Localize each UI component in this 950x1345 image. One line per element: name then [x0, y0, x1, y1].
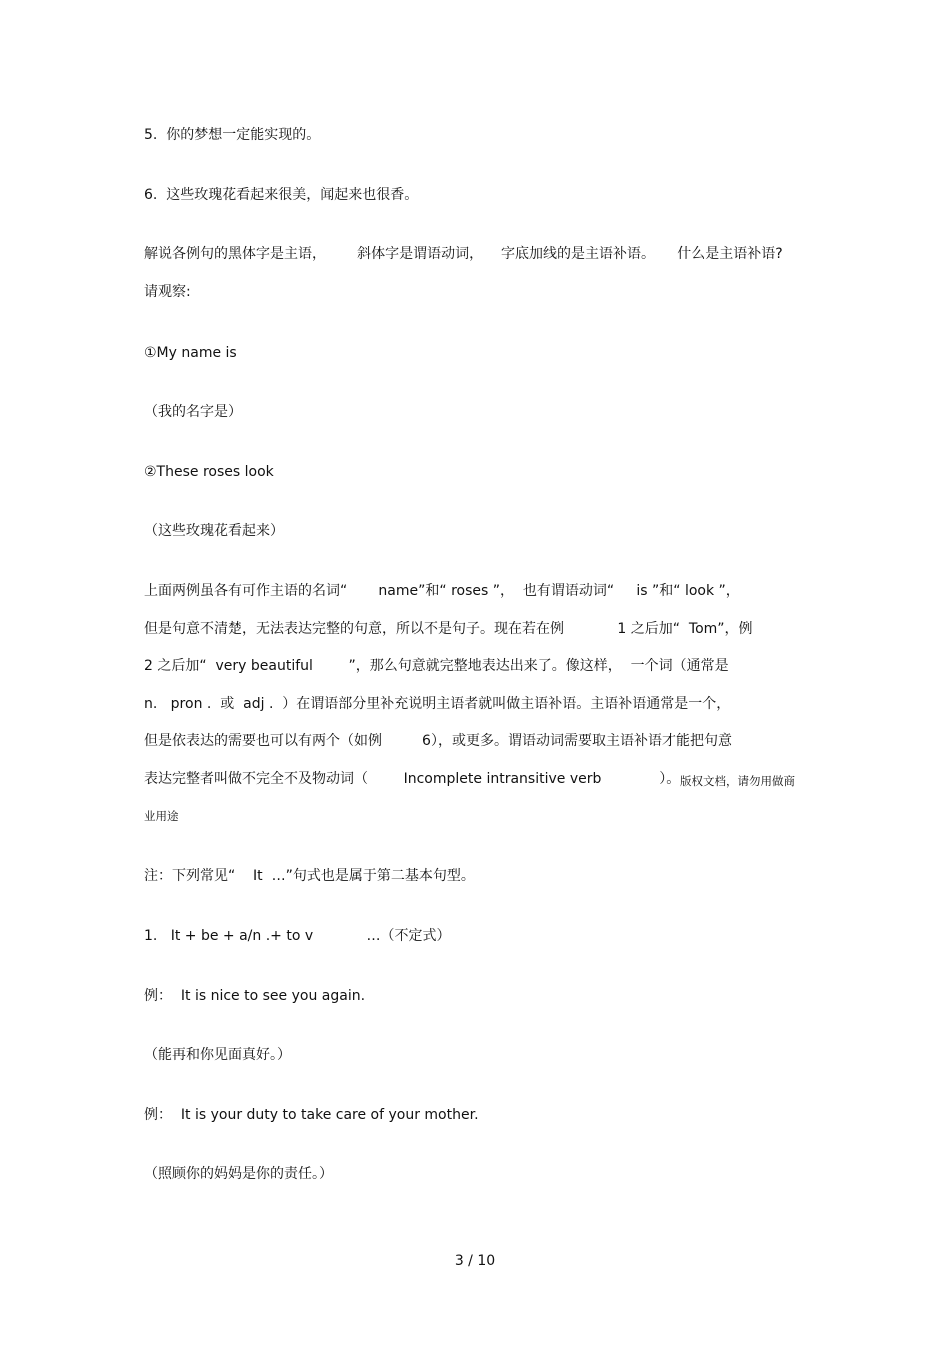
paragraph-line-2: 但是句意不清楚，无法表达完整的句意，所以不是句子。现在若在例 1 之后加“ Tom”，例 [144, 621, 753, 637]
copyright-note-part-1: 版权文档，请勿用做商 [680, 774, 795, 788]
example-sentence-2: 例： It is your duty to take care of your mother. [144, 1107, 479, 1123]
paragraph-line-6: 表达完整者叫做不完全不及物动词（ Incomplete intransitive verb ）。 [144, 771, 681, 787]
observe-example-2-translation: （这些玫瑰花看起来） [144, 523, 284, 539]
example-sentence-1: 例： It is nice to see you again. [144, 988, 366, 1004]
paragraph-line-1: 上面两例虽各有可作主语的名词“ name”和“ roses ”， 也有谓语动词“ is ”和“ look ”， [144, 583, 740, 599]
note-heading: 注：下列常见“ It …”句式也是属于第二基本句型。 [144, 868, 475, 884]
explanation-line-2: 请观察: [144, 284, 191, 300]
example-6: 6. 这些玫瑰花看起来很美，闻起来也很香。 [144, 187, 419, 203]
example-5: 5. 你的梦想一定能实现的。 [144, 127, 321, 143]
page-number: 3 / 10 [454, 1253, 496, 1269]
pattern-1: 1. It + be + a/n .+ to v …（不定式） [144, 928, 451, 944]
copyright-note-part-2: 业用途 [144, 809, 179, 823]
observe-example-2: ②These roses look [144, 464, 274, 480]
explanation-line-1: 解说各例句的黑体字是主语， 斜体字是谓语动词， 字底加线的是主语补语。 什么是主语补语? [144, 246, 783, 262]
paragraph-line-4: n. pron . 或 adj . ）在谓语部分里补充说明主语者就叫做主语补语。主语补语通常是一个， [144, 696, 731, 712]
example-sentence-2-translation: （照顾你的妈妈是你的责任。） [144, 1166, 333, 1182]
example-sentence-1-translation: （能再和你见面真好。） [144, 1047, 291, 1063]
observe-example-1: ①My name is [144, 345, 237, 361]
observe-example-1-translation: （我的名字是） [144, 404, 242, 420]
paragraph-line-5: 但是依表达的需要也可以有两个（如例 6），或更多。谓语动词需要取主语补语才能把句意 [144, 733, 732, 749]
paragraph-line-3: 2 之后加“ very beautiful ”，那么句意就完整地表达出来了。像这样， 一个词（通常是 [144, 658, 729, 674]
